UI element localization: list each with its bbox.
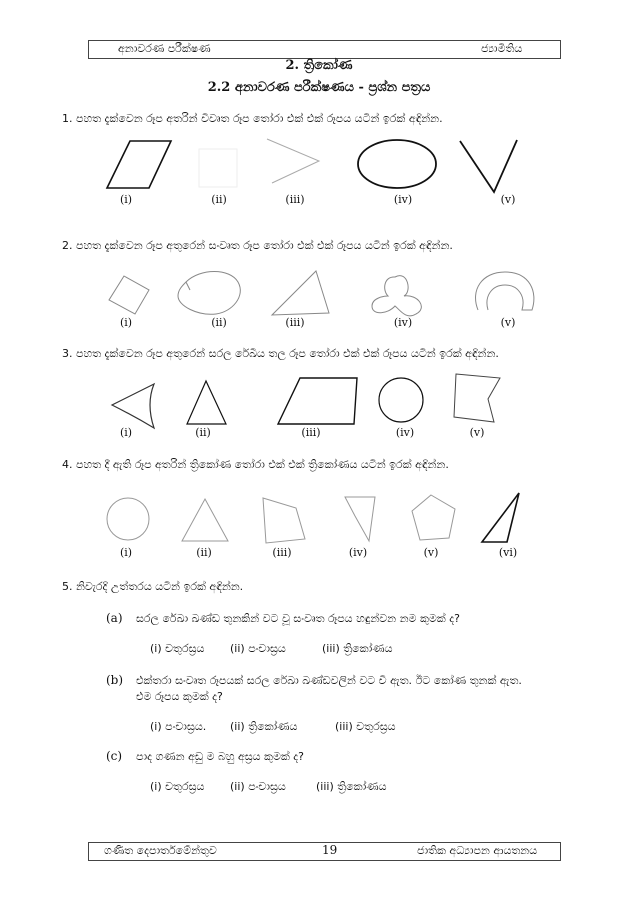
q5a-option-2[interactable]: (ii) පංචාස්‍රය (230, 642, 286, 655)
q4-right-triangle-shape (482, 493, 519, 542)
q3-label-i: (i) (119, 426, 133, 439)
q3-label-iii: (iii) (301, 426, 321, 439)
q4-label-i: (i) (119, 546, 133, 559)
q4-circle-shape (107, 498, 149, 540)
q4-label-iii: (iii) (272, 546, 292, 559)
q5c-option-2[interactable]: (ii) පංචාස්‍රය (230, 780, 286, 793)
q2-label-iii: (iii) (285, 316, 305, 329)
q1-label-iv: (iv) (393, 193, 413, 206)
q5c-text: පාද ගණන අඩු ම බහු අස්‍රය කුමක් ද? (136, 750, 305, 763)
q3-triangle-shape (187, 381, 226, 424)
q1-label-i: (i) (119, 193, 133, 206)
q5b-text-line1: එක්තරා සංවෘත රූපයක් සරල රේඛා ඛණ්ඩවලින් වට වී ඇත. ඊට කෝණ තුනක් ඇත. (136, 674, 522, 687)
question-5: 5. නිවැරදි උත්තරය යටින් ඉරක් අඳින්න. (62, 580, 244, 593)
q2-blob-shape (178, 272, 240, 315)
q5b-letter: (b) (106, 673, 124, 687)
q2-label-ii: (ii) (211, 316, 227, 329)
q1-parallelogram-shape (107, 141, 171, 188)
header-right: ජ්‍යාමිතිය (481, 42, 523, 55)
q5a-option-3[interactable]: (iii) ත්‍රිකෝණය (322, 642, 393, 655)
q2-label-i: (i) (119, 316, 133, 329)
q4-quadrilateral-shape (263, 498, 305, 543)
q5c-option-3[interactable]: (iii) ත්‍රිකෝණය (316, 780, 387, 793)
footer-page-number: 19 (322, 843, 338, 857)
q4-triangle-shape (182, 499, 228, 541)
q2-trefoil-shape (372, 276, 421, 316)
q4-label-vi: (vi) (498, 546, 518, 559)
q3-label-ii: (ii) (195, 426, 211, 439)
q2-label-iv: (iv) (393, 316, 413, 329)
q5b-option-1[interactable]: (i) පංචාස්‍රය. (150, 720, 207, 733)
q1-label-iii: (iii) (285, 193, 305, 206)
q4-kite-shape (345, 497, 375, 541)
q4-label-iv: (iv) (348, 546, 368, 559)
q4-pentagon-shape (412, 495, 455, 540)
q5b-text-line2: එම රූපය කුමක් ද? (136, 690, 223, 703)
q3-label-v: (v) (469, 426, 485, 439)
q1-faint-square-shape (199, 149, 237, 187)
q2-arch-shape (476, 272, 534, 310)
q3-circle-shape (379, 378, 423, 422)
q5b-option-3[interactable]: (iii) චතුරස්‍රය (335, 720, 396, 733)
q2-triangle-shape (272, 271, 329, 315)
q1-ellipse-shape (358, 140, 436, 188)
chapter-title: 2. ත්‍රිකෝණ (285, 58, 353, 73)
q1-label-ii: (ii) (211, 193, 227, 206)
footer-right: ජාතික අධ්‍යාපන ආයතනය (417, 844, 538, 857)
q5a-letter: (a) (106, 611, 123, 625)
q3-pentagon-shape (454, 374, 500, 422)
question-3: 3. පහත දැක්වෙන රූප අතුරෙන් සරල රේඛීය තල රූප තෝරා එක් එක් රූපය යටින් ඉරක් අඳින්න. (62, 347, 499, 360)
q1-label-v: (v) (500, 193, 516, 206)
question-4: 4. පහත දී ඇති රූප අතරින් ත්‍රිකෝණ තෝරා එක් එක් ත්‍රිකෝණය යටින් ඉරක් අඳින්න. (62, 458, 449, 471)
question-1: 1. පහත දැක්වෙන රූප අතරින් විවෘත රූප තෝරා එක් එක් රූපය යටින් ඉරක් අඳින්න. (62, 112, 443, 125)
q1-open-triangle-shape (267, 139, 319, 183)
q3-curved-arrow-shape (112, 384, 154, 428)
q5c-option-1[interactable]: (i) චතුරස්‍රය (150, 780, 205, 793)
q1-v-shape (460, 140, 517, 192)
q3-label-iv: (iv) (395, 426, 415, 439)
q4-label-v: (v) (423, 546, 439, 559)
q5c-letter: (c) (106, 749, 123, 763)
question-2: 2. පහත දැක්වෙන රූප අතුරෙන් සංවෘත රූප තෝරා එක් එක් රූපය යටින් ඉරක් අඳින්න. (62, 239, 453, 252)
header-left: අනාවරණ පරීක්ෂණ (118, 42, 211, 55)
section-title: 2.2 අනාවරණ පරීක්ෂණය - ප්‍රශ්න පත්‍රය (207, 80, 431, 95)
q4-label-ii: (ii) (196, 546, 212, 559)
q5b-option-2[interactable]: (ii) ත්‍රිකෝණය (230, 720, 298, 733)
q2-square-shape (109, 276, 149, 314)
q3-quadrilateral-shape (278, 378, 357, 424)
q5a-text: සරල රේඛා ඛණ්ඩ තුනකින් වට වූ සංවෘත රූපය හඳුන්වන නම කුමක් ද? (136, 612, 460, 625)
footer-left: ගණිත දෙපාර්තමේන්තුව (104, 844, 217, 857)
q5a-option-1[interactable]: (i) චතුරස්‍රය (150, 642, 205, 655)
q2-label-v: (v) (500, 316, 516, 329)
